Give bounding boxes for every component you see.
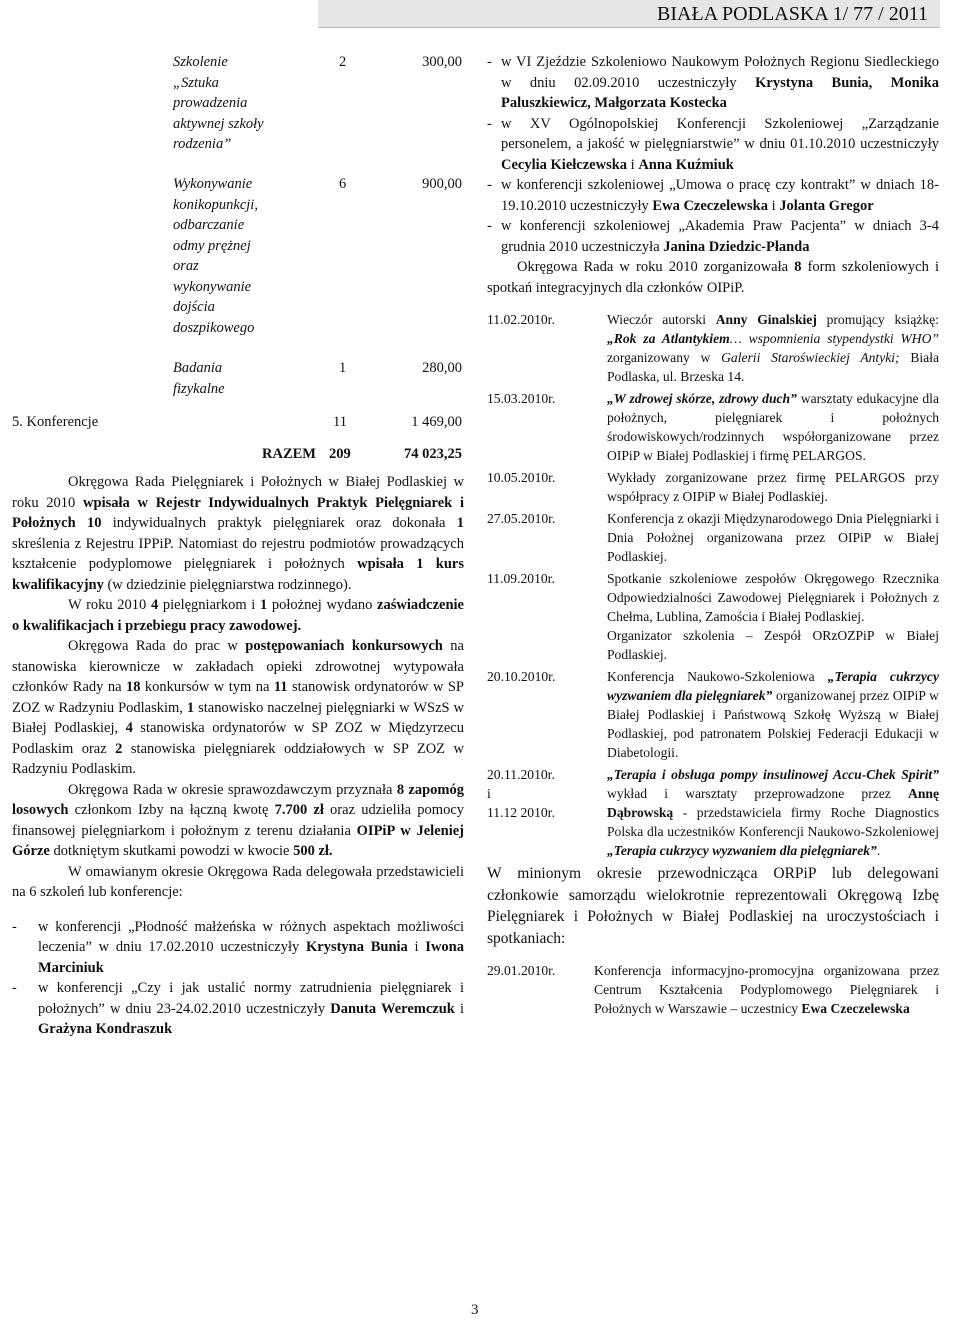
event-date: 11.09.2010r.	[487, 571, 555, 586]
event-date: 15.03.2010r.	[487, 391, 556, 406]
paragraph: W roku 2010 4 pielęgniarkom i 1 położnej wydano zaświadczenie o kwalifikacjach i przebiegu pracy zawodowej.	[12, 597, 464, 634]
list-item	[12, 917, 464, 979]
event-date: 20.11.2010r. i 11.12 2010r.	[487, 767, 555, 820]
event-row	[487, 389, 939, 465]
list-item	[12, 978, 464, 1040]
list-item-text: w XV Ogólnopolskiej Konferencji Szkoleniowej „Zarządzanie personelem, a jakość w pielęgniarstwie” w dniu 01.10.2010 uczestniczyły Cecylia Kiełczewska i Anna Kuźmiuk	[501, 115, 939, 173]
list-item	[487, 216, 939, 257]
cost-value: 300,00	[422, 54, 462, 70]
event-text-organizer: Organizator szkolenia – Zespół ORzOZPiP w Białej Podlaskiej.	[607, 628, 939, 662]
event-row	[487, 310, 939, 386]
event-date: 29.01.2010r.	[487, 963, 556, 978]
list-item-text: w VI Zjeździe Szkoleniowo Naukowym Położnych Regionu Siedleckiego w dniu 02.09.2010 uczestniczyły Krystyna Bunia, Monika Paluszkiewicz, Małgorzata Kostecka	[501, 54, 939, 111]
event-text: „W zdrowej skórze, zdrowy duch” warsztaty edukacyjne dla położnych, pielęgniarek i położnych środowiskowych/rodzinnych współorganizowane przez OIPiP w Białej Podlaskiej i firmę PELARGOS.	[607, 391, 939, 463]
total-count: 209	[329, 446, 351, 462]
event-date: 11.02.2010r.	[487, 312, 555, 327]
event-row	[487, 468, 939, 506]
cost-value: 900,00	[422, 176, 462, 192]
list-item-text: w konferencji „Płodność małżeńska w różnych aspektach możliwości leczenia” w dniu 17.02.2010 uczestniczyły Krystyna Bunia i Iwona Marciniuk	[38, 918, 464, 976]
paragraph: Okręgowa Rada do prac w postępowaniach konkursowych na stanowiska kierownicze w zakładach opieki zdrowotnej wytypowała członków Rady na 18 konkursów w tym na 11 stanowisk ordynatorów w SP ZOZ w Radzyniu Podlaskim, 1 stanowisko naczelnej pielęgniarki w WSzS w Białej Podlaskiej, 4 stanowiska ordynatorów w SP ZOZ w Międzyrzecu Podlaskim oraz 2 stanowiska pielęgniarek oddziałowych w SP ZOZ w Radzyniu Podlaskim.	[12, 638, 464, 777]
list-bullet: -	[487, 218, 492, 234]
left-column	[12, 52, 464, 1040]
list-bullet: -	[12, 980, 17, 996]
event-row	[487, 667, 939, 762]
training-cost-table	[12, 52, 464, 472]
conferences-label: 5. Konferencje	[12, 414, 99, 430]
event-text: Wykłady zorganizowane przez firmę PELARGOS przy współpracy z OIPiP w Białej Podlaskiej.	[607, 470, 939, 504]
page-header: BIAŁA PODLASKA 1/ 77 / 2011	[318, 0, 940, 28]
cost-value: 1 469,00	[411, 414, 462, 430]
training-name: Badania fizykalne	[173, 360, 225, 397]
event-text: Konferencja informacyjno-promocyjna organizowana przez Centrum Kształcenia Podyplomowego Pielęgniarek i Położnych w Warszawie – uczestnicy Ewa Czeczelewska	[594, 963, 939, 1016]
participant-count: 1	[339, 360, 347, 376]
right-column	[487, 52, 939, 1021]
event-row	[487, 509, 939, 566]
event-text: Spotkanie szkoleniowe zespołów Okręgowego Rzecznika Odpowiedzialności Zawodowej Pielęgniarek i Położnych z Chełma, Lublina, Zamościa i Białej Podlaskiej.	[607, 571, 939, 624]
event-text: Konferencja z okazji Międzynarodowego Dnia Pielęgniarki i Dnia Położnej organizowana przez OIPiP w Białej Podlaskiej.	[607, 511, 939, 564]
list-bullet: -	[487, 54, 492, 70]
paragraph: W omawianym okresie Okręgowa Rada delegowała przedstawicieli na 6 szkoleń lub konferencje:	[12, 863, 464, 900]
list-item-text: w konferencji „Czy i jak ustalić normy zatrudnienia pielęgniarek i położnych” w dniu 23-24.02.2010 uczestniczyły Danuta Weremczuk i Grażyna Kondraszuk	[38, 980, 464, 1037]
list-item	[487, 52, 939, 114]
list-bullet: -	[12, 918, 17, 935]
event-text: „Terapia i obsługa pompy insulinowej Accu-Chek Spirit” wykład i warsztaty przeprowadzone przez Annę Dąbrowską - przedstawiciela firmy Roche Diagnostics Polska dla uczestników Konferencji Naukowo-Szkoleniowej „Terapia cukrzycy wyzwaniem dla pielęgniarek”.	[607, 767, 939, 858]
training-name: Wykonywanie konikopunkcji, odbarczanie odmy prężnej oraz wykonywanie dojścia doszpikowego	[173, 176, 258, 336]
event-date: 27.05.2010r.	[487, 511, 556, 526]
paragraph: Okręgowa Rada Pielęgniarek i Położnych w Białej Podlaskiej w roku 2010 wpisała w Rejestr Indywidualnych Praktyk Pielęgniarek i Położnych 10 indywidualnych praktyk pielęgniarek oraz dokonała 1 skreślenia z Rejestru IPPiP. Natomiast do rejestru podmiotów prowadzących kształcenie podyplomowe pielęgniarek i położnych wpisała 1 kurs kwalifikacyjny (w dziedzinie pielęgniarstwa rodzinnego).	[12, 474, 465, 593]
event-row	[487, 569, 939, 664]
total-label: RAZEM	[262, 446, 316, 462]
total-cost: 74 023,25	[404, 446, 462, 462]
training-name: Szkolenie „Sztuka prowadzenia aktywnej szkoły rodzenia”	[173, 54, 264, 152]
participant-count: 6	[339, 176, 347, 192]
event-row	[487, 961, 939, 1018]
page-number: 3	[471, 1302, 479, 1318]
event-date: 20.10.2010r.	[487, 669, 556, 684]
list-item	[487, 114, 939, 176]
list-bullet: -	[487, 115, 492, 132]
list-item-text: w konferencji szkoleniowej „Akademia Praw Pacjenta” w dniach 3-4 grudnia 2010 uczestniczyła Janina Dziedzic-Płanda	[501, 218, 939, 255]
list-item	[487, 175, 939, 216]
list-item-text: w konferencji szkoleniowej „Umowa o pracę czy kontrakt” w dniach 18-19.10.2010 uczestniczyły Ewa Czeczelewska i Jolanta Gregor	[501, 177, 939, 214]
events-list	[487, 310, 939, 860]
cost-value: 280,00	[422, 360, 462, 376]
participant-count: 11	[333, 414, 347, 430]
event-date: 10.05.2010r.	[487, 470, 556, 485]
participant-count: 2	[339, 54, 347, 70]
event-text: Konferencja Naukowo-Szkoleniowa „Terapia cukrzycy wyzwaniem dla pielęgniarek” organizowanej przez OIPiP w Białej Podlaskiej i Państwową Szkołę Wyższą w Białej Podlaskiej, pod patronatem Polskiej Federacji Edukacji w Diabetologii.	[607, 669, 939, 760]
paragraph: W minionym okresie przewodnicząca ORPiP lub delegowani członkowie samorządu wielokrotnie reprezentowali Okręgową Izbę Pielęgniarek i Położnych w Białej Podlaskiej na uroczystościach i spotkaniach:	[487, 865, 939, 947]
event-text-block	[607, 569, 939, 664]
paragraph: Okręgowa Rada w roku 2010 zorganizowała 8 form szkoleniowych i spotkań integracyjnych dla członków OIPiP.	[487, 259, 939, 296]
event-text: Wieczór autorski Anny Ginalskiej promujący książkę: „Rok za Atlantykiem… wspomnienia stypendystki WHO” zorganizowany w Galerii Staroświeckiej Antyki; Biała Podlaska, ul. Brzeska 14.	[607, 312, 940, 384]
paragraph: Okręgowa Rada w okresie sprawozdawczym przyznała 8 zapomóg losowych członkom Izby na łączną kwotę 7.700 zł oraz udzieliła pomocy finansowej pielęgniarkom i położnym z terenu działania OIPiP w Jeleniej Górze dotkniętym skutkami powodzi w kwocie 500 zł.	[12, 781, 465, 859]
list-bullet: -	[487, 177, 492, 193]
event-row	[487, 765, 939, 860]
